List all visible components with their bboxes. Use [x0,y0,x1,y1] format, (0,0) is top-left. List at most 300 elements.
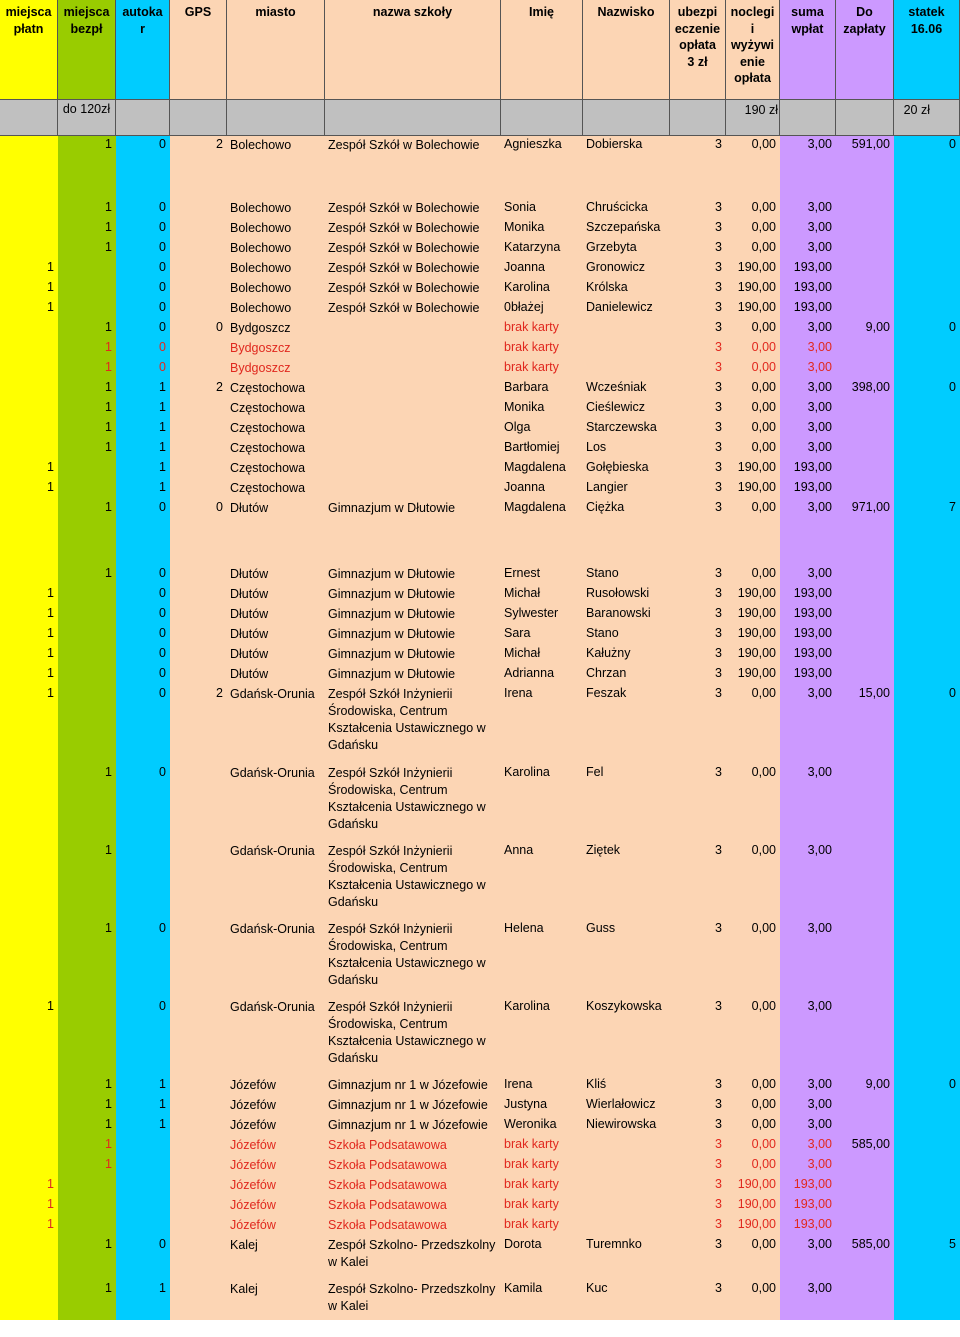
cell-miasto[interactable]: Dłutów [227,585,325,605]
cell-platn[interactable]: 1 [0,605,58,625]
cell-imie[interactable]: Agnieszka [501,136,583,199]
cell-gps[interactable] [170,625,227,645]
cell-autokar[interactable] [116,1156,170,1176]
cell-noclegi[interactable]: 0,00 [726,920,780,998]
cell-nazwisko[interactable]: Wcześniak [583,379,670,399]
cell-imie[interactable]: Helena [501,920,583,998]
cell-platn[interactable]: 1 [0,998,58,1076]
cell-imie[interactable]: brak karty [501,339,583,359]
cell-autokar[interactable]: 0 [116,605,170,625]
cell-dozaplaty[interactable]: 398,00 [836,379,894,399]
cell-noclegi[interactable]: 0,00 [726,1096,780,1116]
cell-noclegi[interactable]: 190,00 [726,1196,780,1216]
cell-dozaplaty[interactable]: 9,00 [836,319,894,339]
cell-bezpl[interactable] [58,259,116,279]
cell-statek[interactable] [894,1096,960,1116]
cell-noclegi[interactable]: 0,00 [726,1116,780,1136]
cell-statek[interactable] [894,459,960,479]
cell-noclegi[interactable]: 0,00 [726,1236,780,1280]
cell-bezpl[interactable]: 1 [58,1096,116,1116]
cell-autokar[interactable] [116,1136,170,1156]
cell-miasto[interactable]: Częstochowa [227,399,325,419]
header-szkola[interactable]: nazwa szkoły [325,0,501,100]
cell-gps[interactable] [170,399,227,419]
cell-ubezp[interactable]: 3 [670,625,726,645]
cell-autokar[interactable]: 0 [116,199,170,219]
cell-ubezp[interactable]: 3 [670,998,726,1076]
cell-platn[interactable] [0,219,58,239]
cell-platn[interactable]: 1 [0,1216,58,1236]
cell-imie[interactable]: Katarzyna [501,239,583,259]
cell-autokar[interactable]: 1 [116,479,170,499]
cell-miasto[interactable]: Józefów [227,1216,325,1236]
cell-platn[interactable] [0,399,58,419]
cell-platn[interactable] [0,136,58,199]
cell-suma[interactable]: 193,00 [780,459,836,479]
cell-platn[interactable] [0,499,58,565]
cell-noclegi[interactable]: 190,00 [726,585,780,605]
cell-imie[interactable]: brak karty [501,1176,583,1196]
cell-imie[interactable]: brak karty [501,1156,583,1176]
cell-statek[interactable] [894,1216,960,1236]
cell-szkola[interactable]: Szkoła Podsatawowa [325,1176,501,1196]
cell-ubezp[interactable]: 3 [670,279,726,299]
cell-szkola[interactable] [325,359,501,379]
cell-platn[interactable] [0,1280,58,1320]
cell-bezpl[interactable] [58,585,116,605]
cell-platn[interactable] [0,419,58,439]
cell-dozaplaty[interactable]: 585,00 [836,1136,894,1156]
header-dozaplaty[interactable]: Do zapłaty [836,0,894,100]
cell-platn[interactable]: 1 [0,585,58,605]
cell-gps[interactable] [170,359,227,379]
cell-platn[interactable] [0,379,58,399]
cell-bezpl[interactable] [58,665,116,685]
cell-noclegi[interactable]: 190,00 [726,1216,780,1236]
cell-nazwisko[interactable] [583,359,670,379]
cell-gps[interactable] [170,920,227,998]
cell-noclegi[interactable]: 190,00 [726,279,780,299]
cell-suma[interactable]: 193,00 [780,585,836,605]
cell-imie[interactable]: Irena [501,1076,583,1096]
cell-autokar[interactable]: 0 [116,998,170,1076]
cell-ubezp[interactable]: 3 [670,499,726,565]
cell-noclegi[interactable]: 190,00 [726,259,780,279]
cell-suma[interactable]: 3,00 [780,199,836,219]
cell-suma[interactable]: 3,00 [780,1156,836,1176]
cell-statek[interactable]: 5 [894,1236,960,1280]
cell-autokar[interactable]: 0 [116,685,170,764]
cell-platn[interactable]: 1 [0,479,58,499]
cell-statek[interactable] [894,199,960,219]
cell-dozaplaty[interactable] [836,998,894,1076]
cell-suma[interactable]: 193,00 [780,665,836,685]
cell-gps[interactable] [170,439,227,459]
cell-noclegi[interactable]: 0,00 [726,359,780,379]
cell-ubezp[interactable]: 3 [670,439,726,459]
cell-statek[interactable] [894,605,960,625]
cell-noclegi[interactable]: 0,00 [726,339,780,359]
cell-miasto[interactable]: Bydgoszcz [227,319,325,339]
cell-miasto[interactable]: Dłutów [227,665,325,685]
cell-nazwisko[interactable]: Langier [583,479,670,499]
header-statek[interactable]: statek 16.06 [894,0,960,100]
cell-noclegi[interactable]: 0,00 [726,219,780,239]
cell-suma[interactable]: 193,00 [780,299,836,319]
cell-autokar[interactable]: 0 [116,299,170,319]
header-autokar[interactable]: autoka r [116,0,170,100]
cell-szkola[interactable] [325,479,501,499]
cell-nazwisko[interactable]: Baranowski [583,605,670,625]
cell-suma[interactable]: 3,00 [780,1076,836,1096]
cell-dozaplaty[interactable] [836,1096,894,1116]
cell-suma[interactable]: 193,00 [780,479,836,499]
cell-gps[interactable] [170,1236,227,1280]
cell-autokar[interactable]: 1 [116,379,170,399]
cell-gps[interactable] [170,1156,227,1176]
cell-szkola[interactable]: Zespół Szkół w Bolechowie [325,136,501,199]
cell-gps[interactable] [170,1076,227,1096]
cell-nazwisko[interactable]: Wierlałowicz [583,1096,670,1116]
cell-noclegi[interactable]: 190,00 [726,299,780,319]
cell-suma[interactable]: 193,00 [780,645,836,665]
cell-suma[interactable]: 3,00 [780,419,836,439]
cell-gps[interactable] [170,605,227,625]
cell-statek[interactable] [894,479,960,499]
cell-statek[interactable] [894,219,960,239]
cell-dozaplaty[interactable]: 585,00 [836,1236,894,1280]
cell-dozaplaty[interactable] [836,1216,894,1236]
cell-ubezp[interactable]: 3 [670,1216,726,1236]
cell-dozaplaty[interactable] [836,1176,894,1196]
cell-bezpl[interactable] [58,1196,116,1216]
cell-dozaplaty[interactable] [836,1196,894,1216]
cell-szkola[interactable]: Zespół Szkół w Bolechowie [325,299,501,319]
cell-dozaplaty[interactable] [836,920,894,998]
cell-imie[interactable]: Monika [501,219,583,239]
header-miasto[interactable]: miasto [227,0,325,100]
cell-dozaplaty[interactable] [836,299,894,319]
cell-miasto[interactable]: Józefów [227,1076,325,1096]
cell-gps[interactable]: 2 [170,685,227,764]
cell-gps[interactable] [170,239,227,259]
cell-nazwisko[interactable]: Starczewska [583,419,670,439]
cell-szkola[interactable]: Szkoła Podsatawowa [325,1136,501,1156]
cell-platn[interactable]: 1 [0,1176,58,1196]
cell-platn[interactable] [0,319,58,339]
cell-bezpl[interactable]: 1 [58,1116,116,1136]
cell-suma[interactable]: 193,00 [780,1176,836,1196]
cell-szkola[interactable]: Szkoła Podsatawowa [325,1156,501,1176]
cell-nazwisko[interactable]: Koszykowska [583,998,670,1076]
cell-miasto[interactable]: Bolechowo [227,259,325,279]
cell-nazwisko[interactable]: Dobierska [583,136,670,199]
cell-ubezp[interactable]: 3 [670,239,726,259]
cell-suma[interactable]: 3,00 [780,359,836,379]
cell-szkola[interactable] [325,439,501,459]
cell-imie[interactable]: Monika [501,399,583,419]
cell-ubezp[interactable]: 3 [670,479,726,499]
cell-statek[interactable] [894,1156,960,1176]
cell-szkola[interactable] [325,419,501,439]
cell-platn[interactable] [0,1156,58,1176]
cell-bezpl[interactable] [58,459,116,479]
cell-nazwisko[interactable]: Kuc [583,1280,670,1320]
cell-noclegi[interactable]: 0,00 [726,379,780,399]
cell-gps[interactable] [170,842,227,920]
cell-statek[interactable] [894,1196,960,1216]
cell-autokar[interactable]: 1 [116,399,170,419]
cell-noclegi[interactable]: 0,00 [726,399,780,419]
price-cell[interactable] [325,100,501,136]
cell-bezpl[interactable]: 1 [58,399,116,419]
cell-suma[interactable]: 193,00 [780,625,836,645]
cell-imie[interactable]: brak karty [501,1196,583,1216]
cell-ubezp[interactable]: 3 [670,339,726,359]
cell-suma[interactable]: 3,00 [780,1136,836,1156]
cell-miasto[interactable]: Gdańsk-Orunia [227,920,325,998]
cell-suma[interactable]: 3,00 [780,565,836,585]
cell-imie[interactable]: Dorota [501,1236,583,1280]
cell-statek[interactable] [894,1176,960,1196]
cell-dozaplaty[interactable] [836,339,894,359]
cell-dozaplaty[interactable]: 9,00 [836,1076,894,1096]
cell-bezpl[interactable]: 1 [58,1156,116,1176]
cell-autokar[interactable]: 0 [116,339,170,359]
cell-gps[interactable] [170,1216,227,1236]
cell-imie[interactable]: Adrianna [501,665,583,685]
cell-dozaplaty[interactable] [836,259,894,279]
cell-bezpl[interactable] [58,479,116,499]
cell-miasto[interactable]: Częstochowa [227,459,325,479]
cell-imie[interactable]: Karolina [501,764,583,842]
cell-nazwisko[interactable] [583,1216,670,1236]
header-suma[interactable]: suma wpłat [780,0,836,100]
cell-statek[interactable] [894,1116,960,1136]
cell-dozaplaty[interactable] [836,399,894,419]
cell-gps[interactable]: 2 [170,379,227,399]
cell-gps[interactable] [170,219,227,239]
cell-imie[interactable]: brak karty [501,1136,583,1156]
cell-platn[interactable] [0,339,58,359]
cell-miasto[interactable]: Bolechowo [227,239,325,259]
cell-noclegi[interactable]: 190,00 [726,1176,780,1196]
cell-statek[interactable] [894,665,960,685]
cell-szkola[interactable]: Gimnazjum w Dłutowie [325,605,501,625]
cell-imie[interactable]: Sara [501,625,583,645]
cell-bezpl[interactable] [58,645,116,665]
cell-ubezp[interactable]: 3 [670,359,726,379]
cell-miasto[interactable]: Dłutów [227,625,325,645]
cell-bezpl[interactable]: 1 [58,319,116,339]
cell-autokar[interactable]: 1 [116,1116,170,1136]
cell-bezpl[interactable]: 1 [58,1280,116,1320]
cell-imie[interactable]: Magdalena [501,499,583,565]
cell-ubezp[interactable]: 3 [670,685,726,764]
cell-autokar[interactable]: 0 [116,136,170,199]
cell-ubezp[interactable]: 3 [670,1116,726,1136]
cell-gps[interactable] [170,479,227,499]
cell-szkola[interactable]: Gimnazjum w Dłutowie [325,565,501,585]
cell-imie[interactable]: Karolina [501,279,583,299]
cell-noclegi[interactable]: 190,00 [726,625,780,645]
cell-bezpl[interactable]: 1 [58,136,116,199]
cell-autokar[interactable]: 0 [116,359,170,379]
cell-miasto[interactable]: Częstochowa [227,419,325,439]
cell-miasto[interactable]: Bolechowo [227,136,325,199]
cell-miasto[interactable]: Bolechowo [227,199,325,219]
cell-gps[interactable] [170,764,227,842]
cell-ubezp[interactable]: 3 [670,1156,726,1176]
cell-autokar[interactable] [116,1176,170,1196]
cell-szkola[interactable]: Zespół Szkół w Bolechowie [325,279,501,299]
cell-imie[interactable]: Barbara [501,379,583,399]
cell-ubezp[interactable]: 3 [670,565,726,585]
cell-statek[interactable]: 0 [894,136,960,199]
cell-szkola[interactable] [325,459,501,479]
cell-platn[interactable] [0,1096,58,1116]
cell-szkola[interactable]: Gimnazjum w Dłutowie [325,645,501,665]
cell-gps[interactable] [170,459,227,479]
cell-nazwisko[interactable]: Chrzan [583,665,670,685]
cell-platn[interactable] [0,565,58,585]
cell-bezpl[interactable]: 1 [58,1076,116,1096]
cell-platn[interactable] [0,920,58,998]
cell-suma[interactable]: 3,00 [780,319,836,339]
cell-bezpl[interactable]: 1 [58,1236,116,1280]
cell-szkola[interactable]: Gimnazjum w Dłutowie [325,625,501,645]
cell-dozaplaty[interactable] [836,665,894,685]
cell-platn[interactable]: 1 [0,1196,58,1216]
cell-suma[interactable]: 3,00 [780,399,836,419]
cell-suma[interactable]: 3,00 [780,136,836,199]
cell-ubezp[interactable]: 3 [670,1076,726,1096]
cell-ubezp[interactable]: 3 [670,842,726,920]
cell-dozaplaty[interactable] [836,585,894,605]
cell-autokar[interactable]: 0 [116,764,170,842]
cell-statek[interactable] [894,339,960,359]
cell-imie[interactable]: Michał [501,585,583,605]
cell-bezpl[interactable] [58,279,116,299]
cell-ubezp[interactable]: 3 [670,645,726,665]
cell-statek[interactable]: 7 [894,499,960,565]
cell-nazwisko[interactable]: Stano [583,625,670,645]
cell-szkola[interactable]: Gimnazjum nr 1 w Józefowie [325,1096,501,1116]
cell-miasto[interactable]: Dłutów [227,605,325,625]
cell-autokar[interactable]: 0 [116,219,170,239]
cell-platn[interactable] [0,439,58,459]
cell-gps[interactable]: 2 [170,136,227,199]
cell-bezpl[interactable]: 1 [58,439,116,459]
cell-platn[interactable]: 1 [0,625,58,645]
cell-szkola[interactable]: Zespół Szkół w Bolechowie [325,239,501,259]
cell-suma[interactable]: 3,00 [780,842,836,920]
cell-dozaplaty[interactable]: 15,00 [836,685,894,764]
cell-platn[interactable] [0,1076,58,1096]
cell-platn[interactable] [0,1136,58,1156]
cell-autokar[interactable]: 0 [116,1236,170,1280]
cell-suma[interactable]: 3,00 [780,339,836,359]
cell-statek[interactable] [894,920,960,998]
cell-miasto[interactable]: Józefów [227,1176,325,1196]
cell-dozaplaty[interactable] [836,439,894,459]
cell-nazwisko[interactable]: Niewirowska [583,1116,670,1136]
cell-gps[interactable] [170,1136,227,1156]
cell-statek[interactable]: 0 [894,685,960,764]
cell-suma[interactable]: 3,00 [780,1116,836,1136]
cell-bezpl[interactable]: 1 [58,239,116,259]
cell-nazwisko[interactable]: Cieślewicz [583,399,670,419]
cell-suma[interactable]: 3,00 [780,1096,836,1116]
cell-bezpl[interactable]: 1 [58,199,116,219]
cell-gps[interactable] [170,259,227,279]
price-cell[interactable] [227,100,325,136]
cell-gps[interactable]: 0 [170,499,227,565]
cell-noclegi[interactable]: 0,00 [726,1280,780,1320]
price-bezpl[interactable]: do 120zł [58,100,116,136]
cell-szkola[interactable]: Gimnazjum nr 1 w Józefowie [325,1076,501,1096]
cell-bezpl[interactable] [58,1216,116,1236]
cell-platn[interactable] [0,842,58,920]
cell-platn[interactable]: 1 [0,645,58,665]
cell-gps[interactable] [170,585,227,605]
cell-autokar[interactable]: 0 [116,665,170,685]
cell-suma[interactable]: 3,00 [780,239,836,259]
cell-statek[interactable] [894,998,960,1076]
cell-statek[interactable]: 0 [894,379,960,399]
cell-ubezp[interactable]: 3 [670,199,726,219]
cell-szkola[interactable]: Gimnazjum nr 1 w Józefowie [325,1116,501,1136]
cell-ubezp[interactable]: 3 [670,419,726,439]
price-cell[interactable] [170,100,227,136]
cell-noclegi[interactable]: 190,00 [726,665,780,685]
cell-noclegi[interactable]: 0,00 [726,685,780,764]
cell-autokar[interactable]: 1 [116,1076,170,1096]
cell-noclegi[interactable]: 0,00 [726,499,780,565]
cell-noclegi[interactable]: 0,00 [726,136,780,199]
cell-szkola[interactable]: Szkoła Podsatawowa [325,1196,501,1216]
cell-imie[interactable]: Justyna [501,1096,583,1116]
cell-dozaplaty[interactable] [836,199,894,219]
cell-statek[interactable] [894,259,960,279]
cell-dozaplaty[interactable] [836,359,894,379]
cell-miasto[interactable]: Gdańsk-Orunia [227,685,325,764]
cell-statek[interactable] [894,1136,960,1156]
cell-miasto[interactable]: Józefów [227,1136,325,1156]
cell-nazwisko[interactable]: Turemnko [583,1236,670,1280]
cell-autokar[interactable]: 0 [116,920,170,998]
header-ubezp[interactable]: ubezpi eczenie opłata 3 zł [670,0,726,100]
cell-dozaplaty[interactable] [836,1116,894,1136]
cell-nazwisko[interactable]: Rusołowski [583,585,670,605]
cell-autokar[interactable]: 0 [116,279,170,299]
cell-gps[interactable] [170,279,227,299]
cell-imie[interactable]: brak karty [501,319,583,339]
cell-platn[interactable] [0,764,58,842]
cell-suma[interactable]: 3,00 [780,219,836,239]
cell-bezpl[interactable]: 1 [58,359,116,379]
cell-noclegi[interactable]: 0,00 [726,419,780,439]
cell-bezpl[interactable]: 1 [58,339,116,359]
cell-imie[interactable]: Ernest [501,565,583,585]
cell-miasto[interactable]: Bydgoszcz [227,359,325,379]
cell-miasto[interactable]: Gdańsk-Orunia [227,842,325,920]
cell-szkola[interactable]: Zespół Szkół Inżynierii Środowiska, Centrum Kształcenia Ustawicznego w Gdańsku [325,920,501,998]
cell-dozaplaty[interactable] [836,279,894,299]
cell-noclegi[interactable]: 0,00 [726,319,780,339]
cell-bezpl[interactable]: 1 [58,842,116,920]
cell-autokar[interactable]: 0 [116,239,170,259]
